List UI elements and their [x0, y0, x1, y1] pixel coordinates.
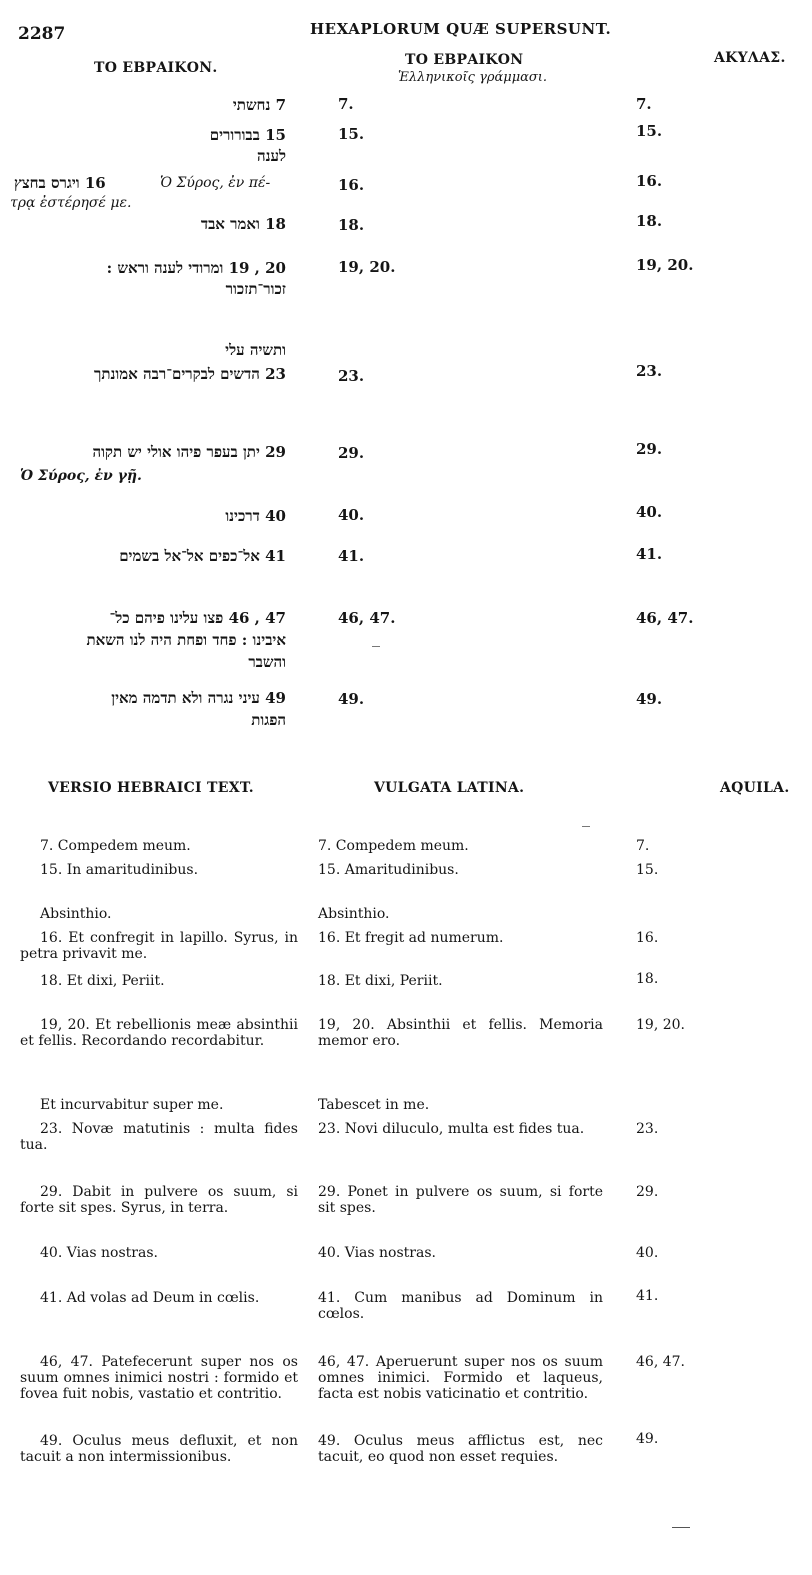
- vulgata-49: 49. Oculus meus afflictus est, nec tacuit, eo quod non esset requies.: [318, 1433, 603, 1465]
- versio-7: 7. Compedem meum.: [40, 838, 191, 854]
- aquila-num: 49.: [636, 690, 663, 708]
- hebrew-line-18: [14, 214, 286, 235]
- hebrew-line-49-cont: הפגות: [251, 711, 286, 729]
- vulgata-18: 18. Et dixi, Periit.: [318, 973, 443, 989]
- hebrew-line-7: [14, 95, 286, 116]
- aquila-num: 41.: [636, 545, 663, 563]
- aquila-49: 49.: [636, 1431, 659, 1447]
- aquila-29: 29.: [636, 1184, 659, 1200]
- syrus-note: τρᾳ ἐστέρησέ με.: [10, 195, 132, 211]
- hebrew-line-46-47-cont: איבינו : פחד ופחת היה לנו השאת: [86, 631, 286, 649]
- hebrew-line-15-cont: לענה: [256, 147, 286, 165]
- hebrew-line-41: [14, 546, 286, 567]
- versio-incurvabitur: Et incurvabitur super me.: [40, 1097, 224, 1113]
- verse-ref: 41: [265, 547, 286, 565]
- aquila-num: 23.: [636, 362, 663, 380]
- header-vulgata-latina: VULGATA LATINA.: [374, 780, 525, 796]
- versio-19-20: 19, 20. Et rebellionis meæ absinthii et fellis. Recordando recordabitur.: [20, 1017, 298, 1049]
- vulgata-19-20: 19, 20. Absinthii et fellis. Memoria memor ero.: [318, 1017, 603, 1049]
- aquila-num: 19, 20.: [636, 256, 694, 274]
- stray-mark: [372, 646, 380, 647]
- verse-ref: 19 , 20: [228, 259, 286, 277]
- aquila-19-20: 19, 20.: [636, 1017, 685, 1033]
- hebrew-line-40: [14, 506, 286, 527]
- hebrew-text: ומרודי לענה וראש :: [106, 259, 224, 277]
- versio-23: 23. Novæ matutinis : multa fides tua.: [20, 1121, 298, 1153]
- hebrew-text: ואמר אבד: [200, 215, 260, 233]
- transliterated-num: 29.: [338, 444, 365, 462]
- versio-absinthio: Absinthio.: [40, 906, 112, 922]
- hebrew-text: ויגרס בחצץ: [14, 174, 80, 192]
- vulgata-23: 23. Novi diluculo, multa est fides tua.: [318, 1121, 585, 1137]
- running-head: HEXAPLORUM QUÆ SUPERSUNT.: [310, 20, 612, 38]
- hebrew-text: פצו עלינו פיהם כל־: [109, 609, 224, 627]
- versio-16: 16. Et confregit in lapillo. Syrus, in petra privavit me.: [20, 930, 298, 962]
- page-number: 2287: [18, 24, 66, 44]
- syrus-note: Ὁ Σύρος, ἐν γῇ.: [20, 468, 142, 484]
- transliterated-num: 49.: [338, 690, 365, 708]
- hebrew-line-extra: ותשיה עלי: [225, 341, 286, 359]
- header-aquila: AQUILA.: [720, 780, 790, 796]
- header-akylas: ΑΚΥΛΑΣ.: [714, 50, 786, 66]
- aquila-46-47: 46, 47.: [636, 1354, 685, 1370]
- verse-ref: 29: [265, 443, 286, 461]
- vulgata-41: 41. Cum manibus ad Dominum in cœlos.: [318, 1290, 603, 1322]
- hebrew-text: עיני נגרה ולא תדמה מאין: [111, 689, 260, 707]
- transliterated-num: 18.: [338, 216, 365, 234]
- vulgata-absinthio: Absinthio.: [318, 906, 390, 922]
- verse-ref: 7: [275, 96, 286, 114]
- transliterated-num: 41.: [338, 547, 365, 565]
- hebrew-text: דרכינו: [225, 507, 260, 525]
- hebrew-line-19-20: [14, 258, 286, 279]
- aquila-7: 7.: [636, 838, 650, 854]
- header-hebraikon-greek-letters: ΤΟ ΕΒΡΑΙΚΟΝ: [405, 52, 524, 68]
- header-hebraikon: ΤΟ ΕΒΡΑΙΚΟΝ.: [94, 60, 218, 76]
- hebrew-line-23: [14, 364, 286, 385]
- hebrew-line-49: [14, 688, 286, 709]
- aquila-num: 46, 47.: [636, 609, 694, 627]
- verse-ref: 16: [84, 174, 106, 192]
- aquila-num: 15.: [636, 122, 663, 140]
- verse-ref: 40: [265, 507, 286, 525]
- versio-29: 29. Dabit in pulvere os suum, si forte sit spes. Syrus, in terra.: [20, 1184, 298, 1216]
- verse-ref: 49: [265, 689, 286, 707]
- transliterated-num: 40.: [338, 506, 365, 524]
- transliterated-num: 19, 20.: [338, 258, 396, 276]
- versio-46-47: 46, 47. Patefecerunt super nos os suum omnes inimici nostri : formido et fovea fuit nobis, vastatio et contritio.: [20, 1354, 298, 1402]
- stray-mark: [582, 826, 590, 827]
- hebrew-text: נחשתי: [232, 96, 271, 114]
- aquila-num: 40.: [636, 503, 663, 521]
- hebrew-line-19-20-cont: זכור־תזכור: [225, 280, 286, 298]
- verse-ref: 18: [265, 215, 286, 233]
- syrus-note: Ὁ Σύρος, ἐν πέ-: [160, 175, 271, 191]
- vulgata-29: 29. Ponet in pulvere os suum, si forte sit spes.: [318, 1184, 603, 1216]
- hebrew-text: הדשים לבקרים־רבה אמונתך: [94, 365, 260, 383]
- vulgata-40: 40. Vias nostras.: [318, 1245, 436, 1261]
- aquila-num: 18.: [636, 212, 663, 230]
- aquila-num: 7.: [636, 95, 652, 113]
- vulgata-7: 7. Compedem meum.: [318, 838, 469, 854]
- header-versio-hebraici: VERSIO HEBRAICI TEXT.: [48, 780, 254, 796]
- aquila-16: 16.: [636, 930, 659, 946]
- versio-40: 40. Vias nostras.: [40, 1245, 158, 1261]
- verse-ref: 23: [265, 365, 286, 383]
- hebrew-text: בבורורים: [209, 126, 260, 144]
- vulgata-46-47: 46, 47. Aperuerunt super nos os suum omnes inimici. Formido et laqueus, facta est nobis vaticinatio et contritio.: [318, 1354, 603, 1402]
- versio-15: 15. In amaritudinibus.: [40, 862, 199, 878]
- hebrew-line-46-47: [14, 608, 286, 629]
- verse-ref: 15: [265, 126, 286, 144]
- aquila-40: 40.: [636, 1245, 659, 1261]
- aquila-num: 29.: [636, 440, 663, 458]
- transliterated-num: 15.: [338, 125, 365, 143]
- transliterated-num: 16.: [338, 176, 365, 194]
- aquila-num: 16.: [636, 172, 663, 190]
- transliterated-num: 23.: [338, 367, 365, 385]
- vulgata-tabescet: Tabescet in me.: [318, 1097, 430, 1113]
- aquila-15: 15.: [636, 862, 659, 878]
- hebrew-line-46-47-cont2: והשבר: [248, 653, 286, 671]
- aquila-41: 41.: [636, 1288, 659, 1304]
- vulgata-16: 16. Et fregit ad numerum.: [318, 930, 504, 946]
- hebrew-text: אל־כפים אל־אל בשמים: [119, 547, 260, 565]
- subheader-greek-letters: Ἑλληνικοῖς γράμμασι.: [398, 70, 548, 85]
- vulgata-15: 15. Amaritudinibus.: [318, 862, 459, 878]
- verse-ref: 46 , 47: [228, 609, 286, 627]
- versio-49: 49. Oculus meus defluxit, et non tacuit a non intermissionibus.: [20, 1433, 298, 1465]
- transliterated-num: 7.: [338, 95, 354, 113]
- hebrew-text: יתן בעפר פיהו אולי יש תקוה: [92, 443, 260, 461]
- aquila-18: 18.: [636, 971, 659, 987]
- versio-41: 41. Ad volas ad Deum in cœlis.: [40, 1290, 260, 1306]
- versio-18: 18. Et dixi, Periit.: [40, 973, 165, 989]
- aquila-23: 23.: [636, 1121, 659, 1137]
- hebrew-line-15: [14, 125, 286, 146]
- hebrew-line-16: [14, 173, 154, 194]
- footer-rule: [672, 1527, 690, 1528]
- transliterated-num: 46, 47.: [338, 609, 396, 627]
- hebrew-line-29: [14, 442, 286, 463]
